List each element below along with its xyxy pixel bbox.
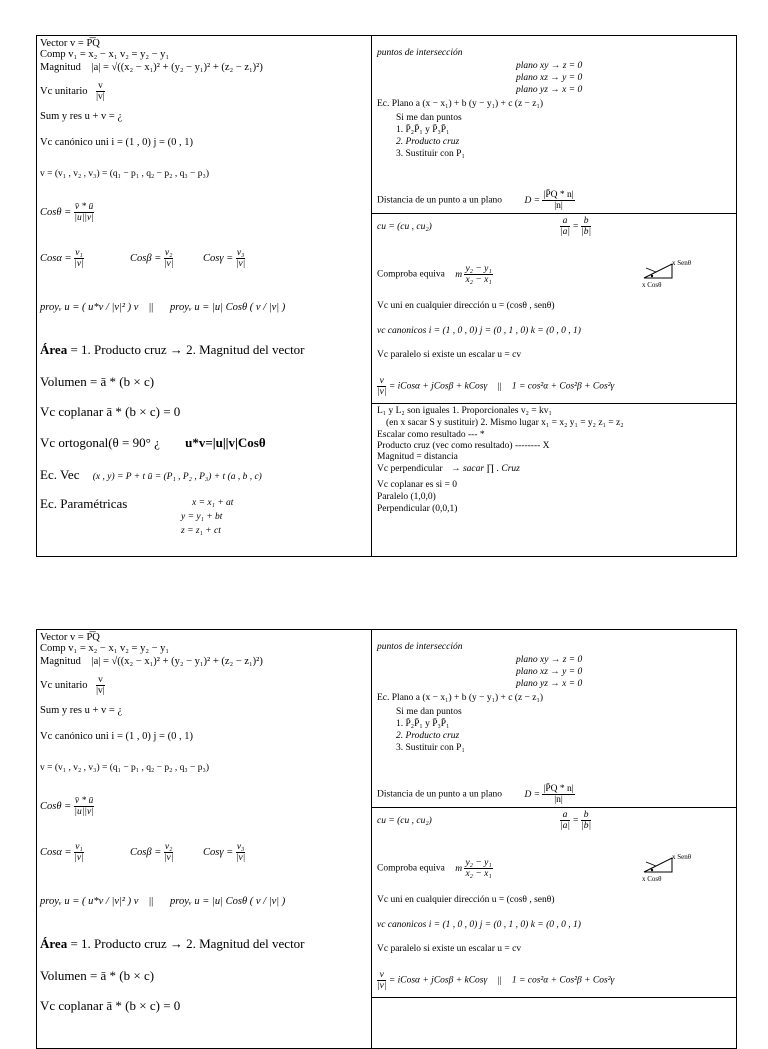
direction-cosines: $\frac{v}{|v|}$ = iCosα + jCosβ + kCosγ || 1 = cos²α + Cos²β + Cos²γ xyxy=(377,376,615,397)
vector-components-formula: v = (v₁ , v₂ , v₃) = (q₁ − p₁ , q₂ − p₂ , q₃ − p₃) xyxy=(40,169,210,179)
step-3: 3. Sustituir con P₁ xyxy=(396,743,465,753)
triangle-base-label: x Cosθ xyxy=(642,281,662,289)
plane-equation: Ec. Plano a (x − x₁) + b (y − y₁) + c (z − z₁) xyxy=(377,99,543,109)
intersection-points-title: puntos de intersección xyxy=(377,48,463,58)
projection-formula-1: proyᵥ u = ( u*v / |v|² ) v xyxy=(40,302,139,313)
projection-separator: || xyxy=(149,896,154,907)
scalar-result: Escalar como resultado --- * xyxy=(377,430,485,440)
formula-sheet-1 xyxy=(36,35,737,557)
components: Comp v₁ = x₂ − x₁ v₂ = y₂ − y₁ xyxy=(40,49,170,60)
parallel-example: Paralelo (1,0,0) xyxy=(377,492,436,502)
formula-sheet-2 xyxy=(36,629,737,1049)
plane-xy: plano xy → z = 0 xyxy=(516,61,583,71)
cos-theta-formula: Cosθ = $\frac{v̄ * ū}{|u||v|}$ xyxy=(40,202,94,223)
plane-equation: Ec. Plano a (x − x₁) + b (y − y₁) + c (z − z₁) xyxy=(377,693,543,703)
step-1: 1. P̄₂P̄₁ y P̄₃P̄₁ xyxy=(396,125,450,135)
plane-yz: plano yz → x = 0 xyxy=(516,85,583,95)
unit-vector-line xyxy=(40,81,105,102)
slope-check: Comproba equiva m $\frac{\text{y₂ − y₁}}{\text{x₂ − x₁}}$ xyxy=(377,858,492,879)
parallel-vector-rule: Vc paralelo si existe un escalar u = cv xyxy=(377,944,522,954)
canonical-unit-vectors: Vc canónico uni i = (1 , 0) j = (0 , 1) xyxy=(40,731,193,742)
cu-formula: cu = (cu , cu₂) xyxy=(377,222,432,232)
section-divider xyxy=(372,403,736,404)
perpendicular-example: Perpendicular (0,0,1) xyxy=(377,504,458,514)
vector-definition: Vector v = P͞Q xyxy=(40,632,100,643)
left-column xyxy=(37,630,372,1048)
magnitude-label: Magnitud xyxy=(40,62,81,73)
right-column xyxy=(372,630,736,1048)
volume-rule: Volumen = ā * (b × c) xyxy=(40,968,155,983)
projection-separator: || xyxy=(149,302,154,313)
step-1: 1. P̄₂P̄₁ y P̄₃P̄₁ xyxy=(396,719,450,729)
magnitude-line xyxy=(40,62,263,73)
section-divider xyxy=(372,997,736,998)
parallel-vector-rule: Vc paralelo si existe un escalar u = cv xyxy=(377,350,522,360)
plane-xz: plano xz → y = 0 xyxy=(516,667,583,677)
canonical-unit-vectors: Vc canónico uni i = (1 , 0) j = (0 , 1) xyxy=(40,137,193,148)
plane-xz: plano xz → y = 0 xyxy=(516,73,583,83)
area-rule: Área = 1. Producto cruz → 2. Magnitud del vector xyxy=(40,936,305,951)
magnitude-line: Magnitud |a| = √((x₂ − x₁)² + (y₂ − y₁)² + (z₂ − z₁)²) xyxy=(40,656,263,667)
given-points: Si me dan puntos xyxy=(396,113,462,123)
point-plane-distance: Distancia de un punto a un plano D = $\frac{|P̄Q * n|}{|n|}$ xyxy=(377,190,574,211)
parametric-z: z = z₁ + ct xyxy=(181,526,221,536)
lines-equal-rule-2: (en x sacar S y sustituir) 2. Mismo lugar x₁ = x₂ y₁ = y₂ z₁ = z₂ xyxy=(386,418,624,428)
coplanar-rule: Vc coplanar ā * (b × c) = 0 xyxy=(40,998,181,1013)
sum-and-subtraction: Sum y res u + v = ¿ xyxy=(40,111,123,122)
coplanar-rule: Vc coplanar ā * (b × c) = 0 xyxy=(40,404,181,419)
canonical-vectors-3d: vc canonicos i = (1 , 0 , 0) j = (0 , 1 , 0) k = (0 , 0 , 1) xyxy=(377,326,581,336)
canonical-vectors-3d: vc canonicos i = (1 , 0 , 0) j = (0 , 1 , 0) k = (0 , 0 , 1) xyxy=(377,920,581,930)
cos-alpha-formula: Cosα = $\frac{\text{v₁}}{|v|}$ xyxy=(40,248,84,269)
step-3: 3. Sustituir con P₁ xyxy=(396,149,465,159)
triangle-side-label: x Senθ xyxy=(672,259,692,267)
section-divider xyxy=(372,213,736,214)
components: Comp v₁ = x₂ − x₁ v₂ = y₂ − y₁ xyxy=(40,643,170,654)
cos-beta-formula: Cosβ = $\frac{\text{v₂}}{|v|}$ xyxy=(130,842,174,863)
cos-theta-formula: Cosθ = $\frac{v̄ * ū}{|u||v|}$ xyxy=(40,796,94,817)
magnitude-distance: Magnitud = distancia xyxy=(377,452,458,462)
step-2: 2. Producto cruz xyxy=(396,731,460,741)
sum-and-subtraction: Sum y res u + v = ¿ xyxy=(40,705,123,716)
point-plane-distance: Distancia de un punto a un plano D = $\frac{|P̄Q * n|}{|n|}$ xyxy=(377,784,574,805)
triangle-side-label: x Senθ xyxy=(672,853,692,861)
perpendicular-vector: Vc perpendicular → sacar ∏ . Cruz xyxy=(377,464,520,474)
volume-rule: Volumen = ā * (b × c) xyxy=(40,374,155,389)
plane-xy: plano xy → z = 0 xyxy=(516,655,583,665)
slope-check: Comproba equiva m $\frac{\text{y₂ − y₁}}{\text{x₂ − x₁}}$ xyxy=(377,264,492,285)
unit-vector-label: Vc unitario xyxy=(40,85,88,97)
ratio-formula: $\frac{a}{|a|}$ = $\frac{b}{|b|}$ xyxy=(560,216,592,237)
right-column xyxy=(372,36,736,556)
intersection-points-title: puntos de intersección xyxy=(377,642,463,652)
unit-vector-line: Vc unitario $\frac{v}{|v|}$ xyxy=(40,675,105,696)
step-2: 2. Producto cruz xyxy=(396,137,460,147)
projection-formula-2: proyᵥ u = |u| Cosθ ( v / |v| ) xyxy=(170,896,286,907)
cos-beta-formula: Cosβ = $\frac{\text{v₂}}{|v|}$ xyxy=(130,248,174,269)
vector-definition: Vector v = P͞Q xyxy=(40,38,100,49)
parametric-y: y = y₁ + bt xyxy=(181,512,223,522)
given-points: Si me dan puntos xyxy=(396,707,462,717)
direction-cosines: $\frac{v}{|v|}$ = iCosα + jCosβ + kCosγ || 1 = cos²α + Cos²β + Cos²γ xyxy=(377,970,615,991)
projection-formula-1: proyᵥ u = ( u*v / |v|² ) v xyxy=(40,896,139,907)
orthogonal-rule: Vc ortogonal(θ = 90° ¿ u*v=|u||v|Cosθ xyxy=(40,435,266,450)
projection-formula-2: proyᵥ u = |u| Cosθ ( v / |v| ) xyxy=(170,302,286,313)
cu-formula: cu = (cu , cu₂) xyxy=(377,816,432,826)
unit-vector-fraction: $\frac{v}{|v|}$ xyxy=(96,81,105,102)
vector-components-formula: v = (v₁ , v₂ , v₃) = (q₁ − p₁ , q₂ − p₂ , q₃ − p₃) xyxy=(40,763,210,773)
cos-gamma-formula: Cosγ = $\frac{\text{v₃}}{|v|}$ xyxy=(203,248,246,269)
parametric-equations-label: Ec. Paramétricas xyxy=(40,496,128,511)
triangle-base-label: x Cosθ xyxy=(642,875,662,883)
parametric-x: x = x₁ + at xyxy=(192,498,234,508)
coplanar-condition: Vc coplanar es si = 0 xyxy=(377,480,458,490)
unit-vector-any-direction: Vc uni en cualquier dirección u = (cosθ , senθ) xyxy=(377,895,555,905)
area-rule: Área = 1. Producto cruz → 2. Magnitud del vector xyxy=(40,342,305,357)
magnitude-formula: |a| = √((x₂ − x₁)² + (y₂ − y₁)² + (z₂ − z₁)²) xyxy=(91,62,263,73)
plane-yz: plano yz → x = 0 xyxy=(516,679,583,689)
vector-equation: Ec. Vec (x , y) = P + t ū = (P₁ , P₂ , P₃) + t (a , b , c) xyxy=(40,467,262,482)
ratio-formula: $\frac{a}{|a|}$ = $\frac{b}{|b|}$ xyxy=(560,810,592,831)
cos-alpha-formula: Cosα = $\frac{\text{v₁}}{|v|}$ xyxy=(40,842,84,863)
lines-equal-rule: L₁ y L₂ son iguales 1. Proporcionales v₂ = kv₁ xyxy=(377,406,552,416)
left-column xyxy=(37,36,372,556)
section-divider xyxy=(372,807,736,808)
cross-product-result: Producto cruz (vec como resultado) -------- X xyxy=(377,441,550,451)
unit-vector-any-direction: Vc uni en cualquier dirección u = (cosθ , senθ) xyxy=(377,301,555,311)
cos-gamma-formula: Cosγ = $\frac{\text{v₃}}{|v|}$ xyxy=(203,842,246,863)
